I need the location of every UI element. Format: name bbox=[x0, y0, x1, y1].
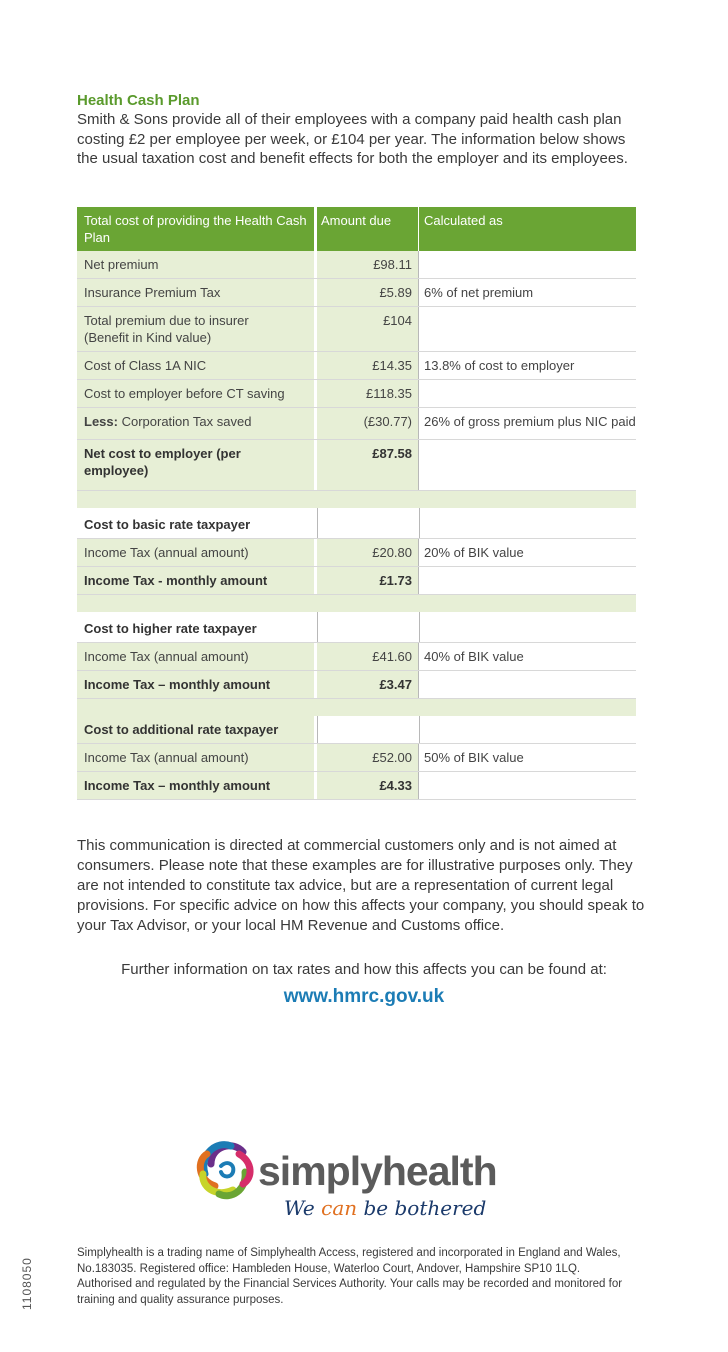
row-amount: £4.33 bbox=[317, 772, 419, 799]
sep-cell bbox=[77, 491, 314, 508]
table-row bbox=[77, 567, 636, 595]
table-separator bbox=[77, 699, 636, 716]
header-calculated-as: Calculated as bbox=[419, 207, 636, 251]
row-label: Cost of Class 1A NIC bbox=[77, 352, 314, 379]
table-row bbox=[77, 671, 636, 699]
empty-cell bbox=[420, 612, 636, 642]
table-separator bbox=[77, 595, 636, 612]
table-row bbox=[77, 307, 636, 352]
row-label: Income Tax (annual amount) bbox=[77, 643, 314, 670]
basic-rate-heading: Cost to basic rate taxpayer bbox=[77, 508, 314, 538]
empty-cell bbox=[317, 612, 420, 642]
row-calc bbox=[419, 251, 636, 278]
sep-cell bbox=[418, 595, 636, 612]
less-label: Corporation Tax saved bbox=[121, 414, 252, 429]
row-calc: 13.8% of cost to employer bbox=[424, 358, 575, 373]
row-amount: £104 bbox=[317, 307, 419, 351]
legal-notice: Simplyhealth is a trading name of Simplyhealth Access, registered and incorporated in England and Wales, No.183035. Registered office: Hambleden House, Waterloo Court, Andover, Hampshire SP10 1LQ. Authorised and regulated by the Financial Services Authority. Your calls may be recorded and monitored for training and quality assurance purposes. bbox=[77, 1247, 623, 1306]
row-label: Cost to employer before CT saving bbox=[77, 380, 314, 407]
hmrc-link[interactable]: www.hmrc.gov.uk bbox=[283, 986, 445, 1007]
section-heading-row bbox=[77, 716, 636, 744]
row-label: Income Tax (annual amount) bbox=[77, 539, 314, 566]
row-calc: 40% of BIK value bbox=[424, 649, 524, 664]
table-row bbox=[77, 744, 636, 772]
document-code: 1108050 bbox=[20, 1257, 34, 1310]
tagline-we: We bbox=[284, 1196, 315, 1220]
table-row bbox=[77, 279, 636, 307]
row-amount: (£30.77) bbox=[317, 408, 419, 439]
row-amount: £3.47 bbox=[317, 671, 419, 698]
row-calc bbox=[419, 380, 636, 407]
table-row bbox=[77, 251, 636, 279]
row-label: Total premium due to insurer (Benefit in Kind value) bbox=[77, 307, 314, 351]
row-label: Insurance Premium Tax bbox=[77, 279, 314, 306]
row-amount: £118.35 bbox=[317, 380, 419, 407]
row-calc bbox=[419, 307, 636, 351]
table-header-row bbox=[77, 207, 636, 251]
row-amount: £1.73 bbox=[317, 567, 419, 594]
brand-tagline bbox=[284, 1196, 486, 1220]
table-separator bbox=[77, 491, 636, 508]
further-info-label: Further information on tax rates and how this affects you can be found at: bbox=[121, 961, 607, 978]
row-label: Income Tax – monthly amount bbox=[77, 772, 314, 799]
sep-cell bbox=[418, 699, 636, 716]
row-amount: £20.80 bbox=[317, 539, 419, 566]
table-row bbox=[77, 643, 636, 671]
sep-cell bbox=[418, 491, 636, 508]
further-info-text bbox=[0, 961, 728, 978]
row-amount: £87.58 bbox=[317, 440, 419, 490]
row-calc: 20% of BIK value bbox=[424, 545, 524, 560]
header-amount-due: Amount due bbox=[317, 207, 419, 251]
row-label: Income Tax - monthly amount bbox=[77, 567, 314, 594]
empty-cell bbox=[420, 716, 636, 743]
sep-cell bbox=[317, 595, 418, 612]
section-heading-row bbox=[77, 612, 636, 643]
higher-rate-heading: Cost to higher rate taxpayer bbox=[77, 612, 314, 642]
tagline-be-bothered: be bothered bbox=[363, 1196, 487, 1220]
additional-rate-heading: Cost to additional rate taxpayer bbox=[77, 716, 314, 743]
sep-cell bbox=[77, 699, 314, 716]
brand-name: simplyhealth bbox=[258, 1148, 497, 1194]
row-label bbox=[77, 408, 314, 439]
sep-cell bbox=[317, 491, 418, 508]
cost-table bbox=[77, 207, 636, 800]
row-calc bbox=[419, 440, 636, 490]
row-amount: £52.00 bbox=[317, 744, 419, 771]
table-row bbox=[77, 440, 636, 491]
sep-cell bbox=[77, 595, 314, 612]
empty-cell bbox=[420, 508, 636, 538]
table-row bbox=[77, 408, 636, 440]
empty-cell bbox=[317, 716, 420, 743]
table-row bbox=[77, 380, 636, 408]
row-calc bbox=[419, 567, 636, 594]
less-prefix: Less: bbox=[84, 414, 118, 429]
row-calc: 6% of net premium bbox=[424, 285, 534, 300]
page-title: Health Cash Plan bbox=[77, 92, 200, 109]
table-row bbox=[77, 352, 636, 380]
row-label: Net premium bbox=[77, 251, 314, 278]
row-amount: £5.89 bbox=[317, 279, 419, 306]
empty-cell bbox=[317, 508, 420, 538]
table-row bbox=[77, 772, 636, 800]
row-label: Income Tax – monthly amount bbox=[77, 671, 314, 698]
tagline-can: can bbox=[321, 1196, 358, 1220]
row-calc bbox=[419, 671, 636, 698]
row-calc: 26% of gross premium plus NIC paid bbox=[424, 414, 636, 429]
header-total-cost: Total cost of providing the Health Cash Plan bbox=[77, 207, 314, 251]
table-row bbox=[77, 539, 636, 567]
section-heading-row bbox=[77, 508, 636, 539]
row-amount: £41.60 bbox=[317, 643, 419, 670]
row-calc bbox=[419, 772, 636, 799]
sep-cell bbox=[317, 699, 418, 716]
row-amount: £98.11 bbox=[317, 251, 419, 278]
intro-paragraph: Smith & Sons provide all of their employees with a company paid health cash plan costing £2 per employee per week, or £104 per year. The information below shows the usual taxation cost and benefit effects for both the employer and its employees. bbox=[77, 111, 628, 167]
disclaimer-paragraph: This communication is directed at commercial customers only and is not aimed at consumers. Please note that these examples are for illustrative purposes only. They are not intended to constitute tax advice, but are a representation of current legal provisions. For specific advice on how this affects your company, you should speak to your Tax Advisor, or your local HM Revenue and Customs office. bbox=[77, 837, 645, 934]
row-amount: £14.35 bbox=[317, 352, 419, 379]
row-label: Income Tax (annual amount) bbox=[77, 744, 314, 771]
row-calc: 50% of BIK value bbox=[424, 750, 524, 765]
row-label: Net cost to employer (per employee) bbox=[77, 440, 314, 490]
